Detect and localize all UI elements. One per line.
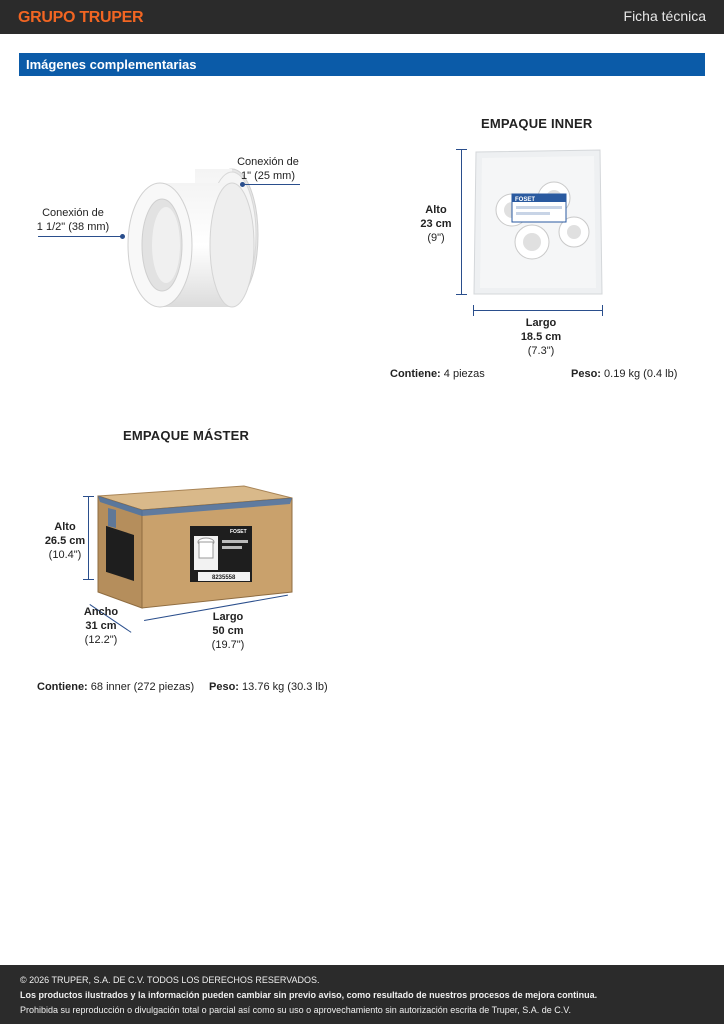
inner-largo-cap-left [473, 305, 474, 316]
inner-alto-cap-bottom [456, 294, 467, 295]
master-alto-line [88, 496, 89, 580]
inner-heading: EMPAQUE INNER [481, 116, 593, 131]
section-header [19, 53, 705, 76]
inner-alto-line [461, 149, 462, 295]
master-alto-cm: 26.5 cm [44, 535, 86, 547]
master-ancho-title: Ancho [83, 606, 119, 618]
conn-right-size: 1" [240, 170, 251, 182]
section-title: Imágenes complementarias [26, 57, 197, 72]
top-bar [0, 0, 724, 34]
master-alto-label [42, 520, 88, 562]
master-largo-in: (19.7") [211, 639, 245, 651]
conn-right-dot [240, 182, 245, 187]
inner-bag-brand: FOSET [515, 197, 536, 203]
master-peso [209, 680, 328, 694]
conn-right-leader [244, 184, 300, 185]
conn-left-size: 1 1/2" [36, 221, 66, 233]
inner-largo-title: Largo [525, 317, 557, 329]
master-contiene-value: 68 inner (272 piezas) [90, 681, 195, 693]
footer-prohibition: Prohibida su reproducción o divulgación total o parcial así como su uso o aprovechamiento sin autorización escrita de Truper, S.A. de C.V. [20, 1005, 571, 1015]
inner-peso-label: Peso: [571, 368, 601, 380]
inner-alto-cm: 23 cm [420, 218, 452, 230]
footer-copyright: © 2026 TRUPER, S.A. DE C.V. TODOS LOS DERECHOS RESERVADOS. [20, 975, 320, 985]
master-peso-label: Peso: [209, 681, 239, 693]
inner-alto-cap-top [456, 149, 467, 150]
master-contiene [37, 680, 194, 694]
master-largo-cm: 50 cm [212, 625, 244, 637]
footer-notice: Los productos ilustrados y la información pueden cambiar sin previo aviso, como resultado de nuestros procesos de mejora continua. [20, 990, 598, 1000]
inner-largo-cap-right [602, 305, 603, 316]
master-box-image [94, 482, 296, 612]
footer [0, 965, 724, 1024]
inner-peso [571, 367, 677, 381]
master-ancho-label [78, 605, 124, 647]
master-box-brand: FOSET [230, 529, 247, 535]
inner-bag-image [472, 148, 604, 298]
conn-left-mm: (38 mm) [68, 221, 110, 233]
brand-logo: GRUPO TRUPER [18, 9, 144, 26]
inner-largo-line [473, 310, 603, 311]
master-box-code: 8235558 [212, 575, 236, 581]
master-peso-value: 13.76 kg (30.3 lb) [242, 681, 328, 693]
inner-largo-label [511, 316, 571, 358]
inner-alto-in: (9") [427, 232, 445, 244]
master-contiene-label: Contiene: [37, 681, 88, 693]
master-alto-title: Alto [54, 521, 76, 533]
inner-contiene-value: 4 piezas [443, 368, 485, 380]
document-type: Ficha técnica [623, 8, 706, 24]
inner-largo-cm: 18.5 cm [520, 331, 562, 343]
inner-contiene [390, 367, 485, 381]
reducer-product-image [120, 165, 270, 315]
conn-left-title: Conexión de [42, 207, 104, 219]
inner-alto-label [413, 203, 459, 245]
conn-left-label [36, 206, 110, 234]
conn-right-size-line [232, 169, 304, 183]
inner-contiene-label: Contiene: [390, 368, 441, 380]
master-alto-cap-top [83, 496, 94, 497]
master-alto-cap-bottom [83, 579, 94, 580]
master-ancho-in: (12.2") [84, 634, 118, 646]
inner-peso-value: 0.19 kg (0.4 lb) [604, 368, 678, 380]
master-alto-in: (10.4") [48, 549, 82, 561]
conn-right-label [232, 155, 304, 183]
conn-right-mm: (25 mm) [254, 170, 296, 182]
conn-left-leader [38, 236, 122, 237]
inner-alto-title: Alto [425, 204, 447, 216]
master-ancho-cm: 31 cm [85, 620, 117, 632]
master-largo-title: Largo [212, 611, 244, 623]
master-heading: EMPAQUE MÁSTER [123, 428, 250, 443]
conn-right-title: Conexión de [237, 156, 299, 168]
inner-largo-in: (7.3") [527, 345, 555, 357]
master-largo-label [198, 610, 258, 652]
conn-left-size-line [36, 220, 110, 234]
conn-left-dot [120, 234, 125, 239]
